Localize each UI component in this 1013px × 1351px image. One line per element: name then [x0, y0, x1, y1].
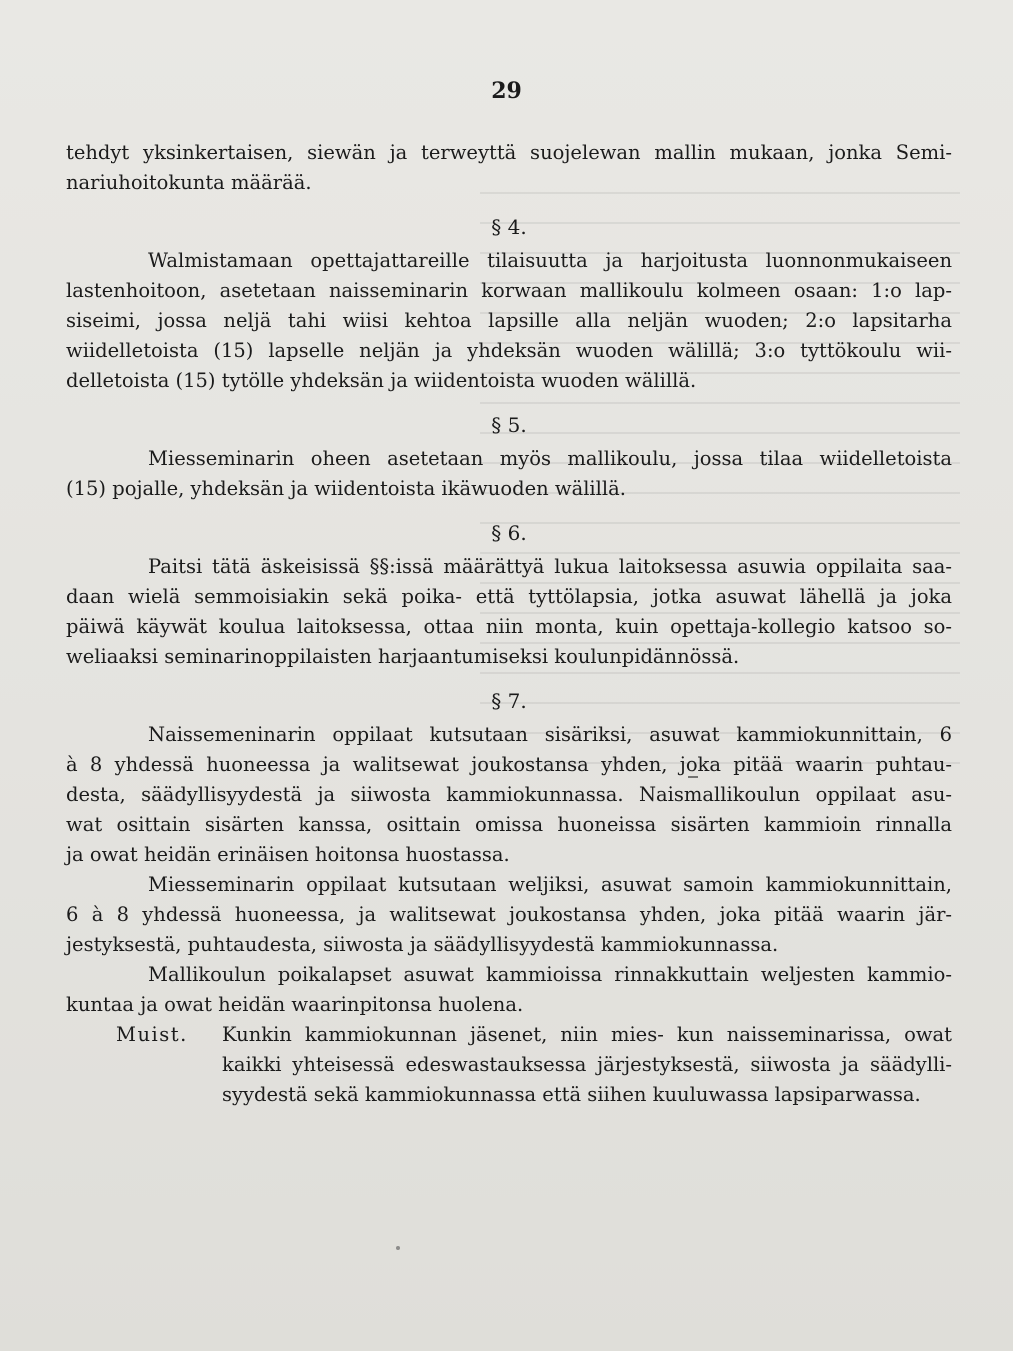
note-line: Kunkin kammiokunnan jäsenet, niin mies- kun naisseminarissa, owat — [222, 1023, 952, 1046]
intro-paragraph — [66, 138, 952, 198]
text-line: daan wielä semmoisiakin sekä poika- että tyttölapsia, jotka asuwat lähellä ja joka — [66, 585, 952, 608]
text-line: lastenhoitoon, asetetaan naisseminarin korwaan mallikoulu kolmeen osaan: 1:o lap- — [66, 279, 952, 302]
paragraph — [66, 960, 952, 1020]
text-line: desta, säädyllisyydestä ja siiwosta kammiokunnassa. Naismallikoulun oppilaat asu- — [66, 783, 952, 806]
text-line: 6 à 8 yhdessä huoneessa, ja walitsewat joukostansa yhden, joka pitää waarin jär- — [66, 903, 952, 926]
section-heading: § 4. — [491, 215, 527, 239]
paragraph — [66, 720, 952, 870]
text-line: Miesseminarin oheen asetetaan myös mallikoulu, jossa tilaa wiidelletoista — [148, 447, 952, 470]
text-line: wat osittain sisärten kanssa, osittain omissa huoneissa sisärten kammioin rinnalla — [66, 813, 952, 836]
text-line: kuntaa ja owat heidän waarinpitonsa huolena. — [66, 993, 524, 1016]
text-line: wiidelletoista (15) lapselle neljän ja yhdeksän wuoden wälillä; 3:o tyttökoulu wii- — [66, 339, 952, 362]
text-line: Miesseminarin oppilaat kutsutaan weljiksi, asuwat samoin kammiokunnittain, — [148, 873, 952, 896]
text-line: Walmistamaan opettajattareille tilaisuutta ja harjoitusta luonnonmukaiseen — [148, 249, 952, 272]
text-line: Paitsi tätä äskeisissä §§:issä määrättyä lukua laitoksessa asuwia oppilaita saa- — [148, 555, 952, 578]
note-line: syydestä sekä kammiokunnassa että siihen kuuluwassa lapsiparwassa. — [222, 1083, 921, 1106]
text-line: päiwä käywät koulua laitoksessa, ottaa niin monta, kuin opettaja-kollegio katsoo so- — [66, 615, 952, 638]
note-label: Muist. — [116, 1023, 188, 1046]
ink-mark — [688, 776, 698, 778]
text-line: weliaaksi seminarinoppilaisten harjaantumiseksi koulunpidännössä. — [66, 645, 740, 668]
note-line: kaikki yhteisessä edeswastauksessa järjestyksestä, siiwosta ja säädylli- — [222, 1053, 952, 1076]
section-heading: § 5. — [491, 413, 527, 437]
page-number: 29 — [491, 78, 522, 104]
section-heading: § 6. — [491, 521, 527, 545]
text-line: nariuhoitokunta määrää. — [66, 171, 312, 194]
text-line: siseimi, jossa neljä tahi wiisi kehtoa lapsille alla neljän wuoden; 2:o lapsitarha — [66, 309, 952, 332]
text-line: jestyksestä, puhtaudesta, siiwosta ja säädyllisyydestä kammiokunnassa. — [66, 933, 779, 956]
paragraph — [66, 444, 952, 504]
text-line: Naissemeninarin oppilaat kutsutaan sisäriksi, asuwat kammiokunnittain, 6 — [148, 723, 952, 746]
text-line: Mallikoulun poikalapset asuwat kammioissa rinnakkuttain weljesten kammio- — [148, 963, 952, 986]
section-heading: § 7. — [491, 689, 527, 713]
paragraph — [66, 246, 952, 396]
text-line: ja owat heidän erinäisen hoitonsa huostassa. — [66, 843, 510, 866]
text-line: (15) pojalle, yhdeksän ja wiidentoista ikäwuoden wälillä. — [66, 477, 626, 500]
text-line: delletoista (15) tytölle yhdeksän ja wiidentoista wuoden wälillä. — [66, 369, 697, 392]
body-text — [66, 138, 952, 1110]
text-line: tehdyt yksinkertaisen, siewän ja terweyttä suojelewan mallin mukaan, jonka Semi- — [66, 141, 952, 164]
text-line: à 8 yhdessä huoneessa ja walitsewat joukostansa yhden, joka pitää waarin puhtau- — [66, 753, 952, 776]
paragraph — [66, 552, 952, 672]
paragraph — [66, 870, 952, 960]
ink-dot — [396, 1246, 400, 1250]
note-block — [66, 1020, 952, 1110]
